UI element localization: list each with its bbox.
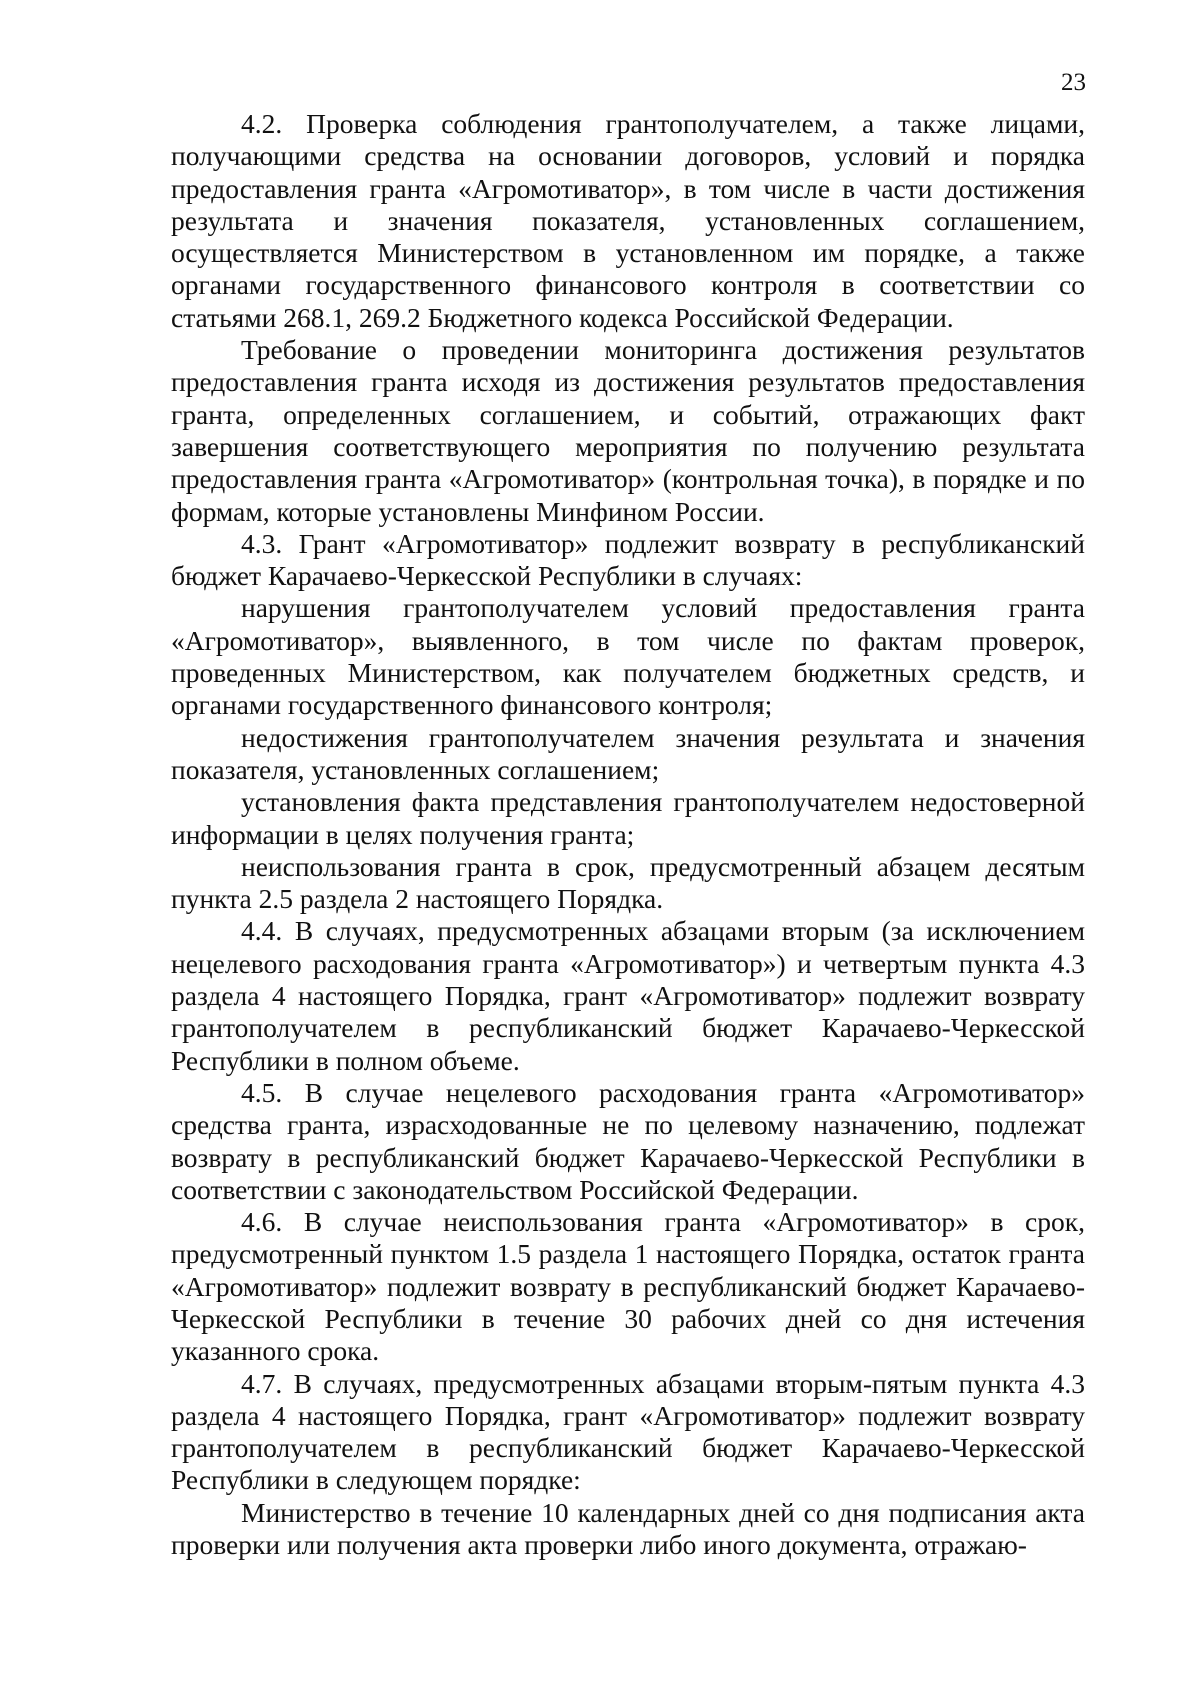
paragraph-ministry-procedure: Министерство в течение 10 календарных дней со дня подписания акта проверки или получения акта проверки либо иного документа, отражаю- xyxy=(171,1496,1085,1561)
page-number: 23 xyxy=(1061,69,1086,96)
paragraph-4-7: 4.7. В случаях, предусмотренных абзацами вторым-пятым пункта 4.3 раздела 4 настоящего Порядка, грант «Агромотиватор» подлежит возврату грантополучателем в республиканский бюджет Карачаево-Черкесской Республики в следующем порядке: xyxy=(171,1367,1085,1496)
paragraph-4-3: 4.3. Грант «Агромотиватор» подлежит возврату в республиканский бюджет Карачаево-Черкесской Республики в случаях: xyxy=(171,527,1085,592)
paragraph-4-5: 4.5. В случае нецелевого расходования гранта «Агромотиватор» средства гранта, израсходованные не по целевому назначению, подлежат возврату в республиканский бюджет Карачаево-Черкесской Республики в соответствии с законодательством Российской Федерации. xyxy=(171,1076,1085,1205)
paragraph-4-3-case-non-achievement: недостижения грантополучателем значения результата и значения показателя, установленных соглашением; xyxy=(171,721,1085,785)
paragraph-4-2: 4.2. Проверка соблюдения грантополучателем, а также лицами, получающими средства на основании договоров, условий и порядка предоставления гранта «Агромотиватор», в том числе в части достижения результата и значения показателя, установленных соглашением, осуществляется Министерством в установленном им порядке, а также органами государственного финансового контроля в соответствии со статьями 268.1, 269.2 Бюджетного кодекса Российской Федерации. xyxy=(171,108,1085,333)
paragraph-monitoring-requirement: Требование о проведении мониторинга достижения результатов предоставления гранта исходя из достижения результатов предоставления гранта, определенных соглашением, и событий, отражающих факт завершения соответствующего мероприятия по получению результата предоставления гранта «Агромотиватор» (контрольная точка), в порядке и по формам, которые установлены Минфином России. xyxy=(171,334,1085,527)
paragraph-4-3-case-false-information: установления факта представления грантополучателем недостоверной информации в целях получения гранта; xyxy=(171,786,1085,850)
document-body xyxy=(171,108,1085,1561)
paragraph-4-6: 4.6. В случае неиспользования гранта «Агромотиватор» в срок, предусмотренный пунктом 1.5 раздела 1 настоящего Порядка, остаток гранта «Агромотиватор» подлежит возврату в республиканский бюджет Карачаево-Черкесской Республики в течение 30 рабочих дней со дня истечения указанного срока. xyxy=(171,1206,1085,1367)
paragraph-4-3-case-non-use: неиспользования гранта в срок, предусмотренный абзацем десятым пункта 2.5 раздела 2 настоящего Порядка. xyxy=(171,850,1085,915)
paragraph-4-4: 4.4. В случаях, предусмотренных абзацами вторым (за исключением нецелевого расходования гранта «Агромотиватор») и четвертым пункта 4.3 раздела 4 настоящего Порядка, грант «Агромотиватор» подлежит возврату грантополучателем в республиканский бюджет Карачаево-Черкесской Республики в полном объеме. xyxy=(171,915,1085,1076)
paragraph-4-3-case-violation: нарушения грантополучателем условий предоставления гранта «Агромотиватор», выявленного, в том числе по фактам проверок, проведенных Министерством, как получателем бюджетных средств, и органами государственного финансового контроля; xyxy=(171,592,1085,721)
